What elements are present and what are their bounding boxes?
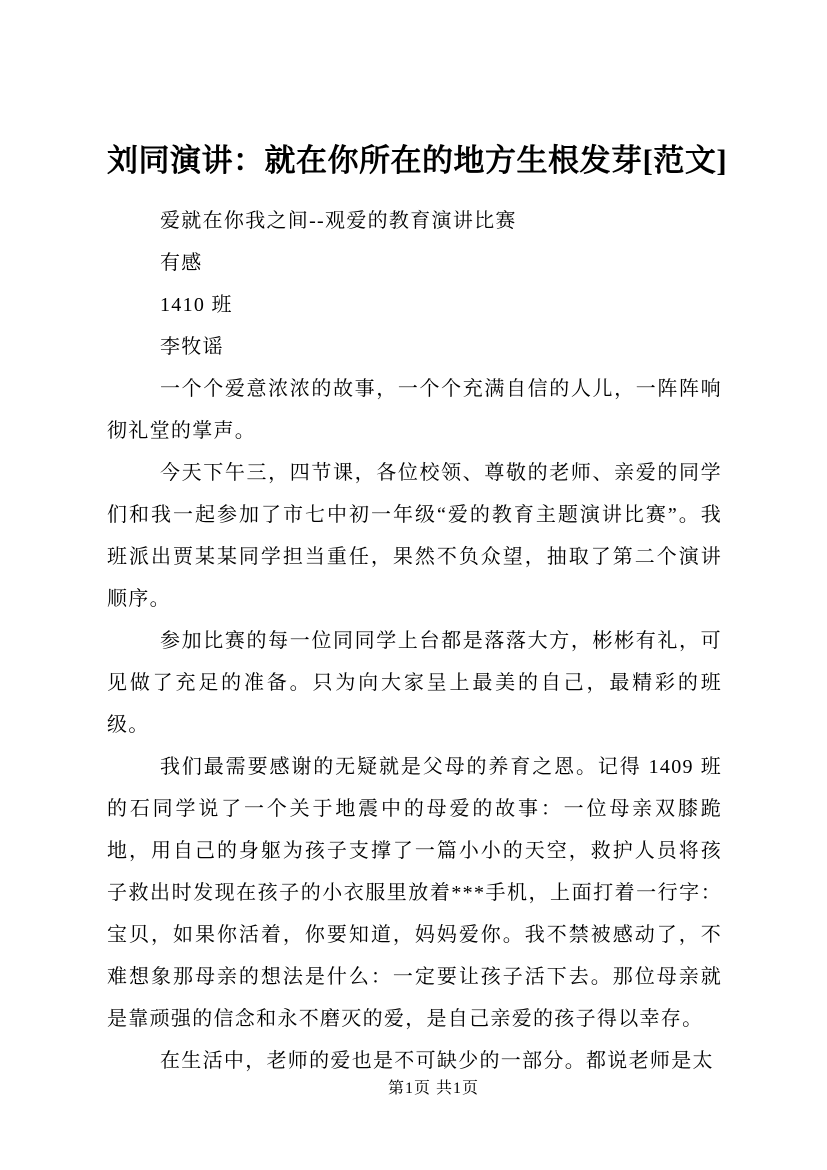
paragraph-body-5-truncated: 在生活中，老师的爱也是不可缺少的一部分。都说老师是太 bbox=[160, 1049, 714, 1072]
paragraph-body-2: 今天下午三，四节课，各位校领、尊敬的老师、亲爱的同学们和我一起参加了市七中初一年级“爱的教育主题演讲比赛”。我班派出贾某某同学担当重任，果然不负众望，抽取了第二个演讲顺序。 bbox=[107, 461, 722, 610]
paragraph-body-4: 我们最需要感谢的无疑就是父母的养育之恩。记得 1409 班的石同学说了一个关于地震中的母爱的故事：一位母亲双膝跪地，用自己的身躯为孩子支撑了一篇小小的天空，救护人员将孩子救出时发现在孩子的小衣服里放着***手机，上面打着一行字：宝贝，如果你活着，你要知道，妈妈爱你。我不禁被感动了，不难想象那母亲的想法是什么：一定要让孩子活下去。那位母亲就是靠顽强的信念和永不磨灭的爱，是自己亲爱的孩子得以幸存。 bbox=[107, 755, 722, 1030]
paragraph-body-1: 一个个爱意浓浓的故事，一个个充满自信的人儿，一阵阵响彻礼堂的掌声。 bbox=[107, 377, 722, 442]
paragraph-body-3: 参加比赛的每一位同同学上台都是落落大方，彬彬有礼，可见做了充足的准备。只为向大家呈上最美的自己，最精彩的班级。 bbox=[107, 629, 722, 736]
paragraph-author: 李牧谣 bbox=[160, 335, 224, 358]
paragraph-subtitle: 爱就在你我之间--观爱的教育演讲比赛 bbox=[160, 209, 517, 232]
page-number: 第1页 共1页 bbox=[387, 1080, 479, 1097]
document-title: 刘同演讲：就在你所在的地方生根发芽[范文] bbox=[107, 143, 728, 178]
paragraph-class-number: 1410 班 bbox=[160, 293, 233, 316]
paragraph-subtitle-2: 有感 bbox=[160, 251, 203, 274]
page-footer bbox=[0, 1075, 827, 1098]
